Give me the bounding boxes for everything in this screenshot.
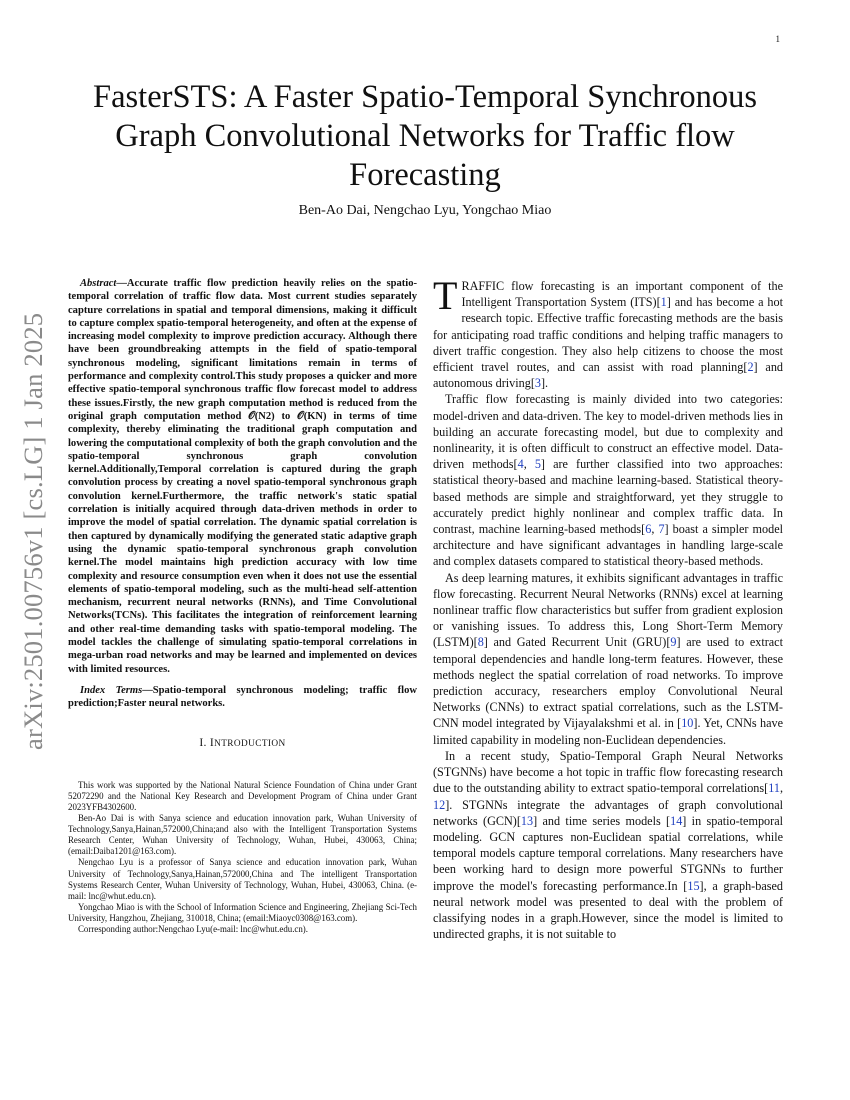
abstract-label: Abstract bbox=[80, 278, 117, 289]
index-terms bbox=[68, 684, 417, 711]
body-paragraph-3: As deep learning matures, it exhibits significant advantages in traffic flow forecasting. Recurrent Neural Networks (RNNs) excel at learning nonlinear traffic flow characteristics but suffer from gradient explosion or vanishing issues. To address this, Long Short-Term Memory (LSTM)[8] and Gated Recurrent Unit (GRU)[9] are used to extract temporal dependencies and handle long-term features. However, these methods neglect the spatial correlation of road networks. To improve prediction accuracy, researchers employ Convolutional Neural Networks (CNNs) to extract spatial correlations, such as the LSTM-CNN model integrated by Vijayalakshmi et al. in [10]. Yet, CNNs have limited capability in modeling non-Euclidean dependencies. bbox=[433, 570, 783, 747]
citation-link[interactable]: 5 bbox=[534, 457, 541, 472]
paper-title: FasterSTS: A Faster Spatio-Temporal Synchronous Graph Convolutional Networks for Traffic flow Forecasting bbox=[93, 79, 757, 193]
section-heading-introduction bbox=[68, 735, 417, 752]
section-title-initial: I bbox=[209, 735, 215, 749]
index-terms-label: Index Terms bbox=[80, 684, 143, 696]
abstract-text: —Accurate traffic flow prediction heavily relies on the spatio-temporal correlation of traffic flow data. Most current studies separately capture correlations in spatial and temporal dimensions, making it difficult to capture complex spatio-temporal heterogeneity, and often at the expense of increasing model complexity to improve prediction accuracy. Although there have been groundbreaking attempts in the field of spatio-temporal synchronous modeling, significant limitations remain in terms of performance and complexity control.This study proposes a quicker and more effective spatio-temporal synchronous traffic flow forecast model to address these issues.Firstly, the new graph computation method is reduced from the original graph computation method 𝒪(N2) to 𝒪(KN) in terms of time complexity, thereby eliminating the traditional graph computation and lowering the computational complexity of both the graph convolution and the spatio-temporal synchronous graph convolution kernel.Additionally,Temporal correlation is captured during the graph convolution process by creating a novel spatio-temporal synchronous graph convolution kernel.Furthermore, the traffic network's static spatial correlation is initially acquired through data-driven methods in order to improve the model of spatial correlation. The dynamic spatial correlation is then captured by dynamically modifying the generated static adaptive graph using the dynamic spatio-temporal synchronous graph convolution kernel.The model maintains high prediction accuracy with low time complexity and resource consumption even when it does not use the essential elements of spatio-temporal modeling, such as the multi-head self-attention mechanism, recurrent neural networks (RNNs), and Time Convolutional Networks(TCNs). This facilitates the integration of reinforcement learning and other real-time demanding tasks with spatio-temporal modeling. The model tackles the challenge of simulating spatio-temporal correlations in mega-urban road networks and may be learned and implemented on devices with limited resources. bbox=[68, 278, 417, 675]
section-title-rest: NTRODUCTION bbox=[214, 738, 286, 749]
right-column bbox=[433, 273, 784, 942]
drop-cap: T bbox=[433, 273, 458, 318]
body-paragraph-1: TRAFFIC flow forecasting is an important component of the Intelligent Transportation System (ITS)[1] and has become a hot research topic. Effective traffic forecasting methods are the basis for anticipating road traffic conditions and helping traffic managers to divert traffic congestion. They also help citizens to choose the most efficient travel routes, and can assist with road planning[2] and autonomous driving[3]. bbox=[433, 273, 784, 391]
page-number: 1 bbox=[775, 34, 780, 44]
citation-link[interactable]: 15 bbox=[687, 878, 700, 893]
citation-link[interactable]: 8 bbox=[477, 635, 484, 650]
citation-link[interactable]: 4 bbox=[517, 457, 524, 472]
index-terms-text: —Spatio-temporal synchronous modeling; traffic flow prediction;Faster neural networks. bbox=[68, 684, 418, 710]
body-paragraph-2: Traffic flow forecasting is mainly divided into two categories: model-driven and data-driven. The key to model-driven methods lies in building an accurate forecasting model, but due to complexity and nonlinearity, it is often difficult to construct an effective model. Data-driven methods[4, 5] are further classified into two approaches: statistical theory-based and machine learning-based. Statistical theory-based methods are simple and straightforward, yet they struggle to accurately predict highly nonlinear and complex traffic data. In contrast, machine learning-based methods[6, 7] boast a simpler model architecture and have significant advantages in handling large-scale and complex datasets compared to statistical theory-based methods. bbox=[433, 392, 784, 569]
abstract bbox=[68, 277, 417, 676]
body-paragraph-4: In a recent study, Spatio-Temporal Graph Neural Networks (STGNNs) have become a hot topic in traffic flow forecasting research due to the outstanding ability to extract spatio-temporal correlations[11, 12]. STGNNs integrate the advantages of graph convolutional networks (GCN)[13] and time series models [14] in spatio-temporal modeling. GCN captures non-Euclidean spatial correlations, while temporal models capture temporal correlations. Many researchers have been working hard to design more powerful STGNNs to further improve the model's forecasting performance.In [15], a graph-based neural network model was presented to deal with the problem of classifying nodes in a graph.However, since the model is limited to undirected graphs, it is not suitable to bbox=[433, 748, 783, 942]
footnote-author-lyu: Nengchao Lyu is a professor of Sanya science and education innovation park, Wuhan University of Technology,Sanya,Hainan,572000,China and The intelligent Transportation Systems Research Center, Wuhan University of Technology, Wuhan, Hubei, 430063, China. (e-mail: lnc@whut.edu.cn). bbox=[68, 857, 417, 901]
left-column bbox=[68, 277, 417, 935]
citation-link[interactable]: 11 bbox=[768, 781, 780, 796]
citation-link[interactable]: 1 bbox=[660, 295, 667, 310]
footnote-author-dai: Ben-Ao Dai is with Sanya science and education innovation park, Wuhan University of Technology,Sanya,Hainan,572000,China;and also with the Intelligent Transportation Systems Research Center, Wuhan University of Technology, Wuhan, Hubei, 430063, China; (email:Daiba1201@163.com). bbox=[68, 813, 417, 857]
citation-link[interactable]: 7 bbox=[658, 522, 665, 537]
footnote-funding: This work was supported by the National Natural Science Foundation of China under Grant 52072290 and the National Key Research and Development Program of China under Grant 2023YFB4302600. bbox=[68, 779, 417, 812]
arxiv-identifier-text: arXiv:2501.00756v1 [cs.LG] 1 Jan 2025 bbox=[18, 312, 48, 750]
section-number: I. bbox=[199, 735, 207, 749]
authors-line: Ben-Ao Dai, Nengchao Lyu, Yongchao Miao bbox=[298, 203, 552, 218]
citation-link[interactable]: 12 bbox=[433, 797, 446, 812]
citation-link[interactable]: 3 bbox=[534, 376, 541, 391]
footnote-author-miao: Yongchao Miao is with the School of Information Science and Engineering, Zhejiang Sci-Tech University, Hangzhou, Zhejiang, 310018, China; (email:Miaoyc0308@163.com). bbox=[68, 901, 417, 923]
footnote-corresponding-author: Corresponding author:Nengchao Lyu(e-mail: lnc@whut.edu.cn). bbox=[78, 924, 308, 935]
citation-link[interactable]: 6 bbox=[645, 522, 652, 537]
citation-link[interactable]: 9 bbox=[670, 635, 677, 650]
citation-link[interactable]: 2 bbox=[747, 360, 754, 375]
citation-link[interactable]: 13 bbox=[520, 813, 534, 828]
citation-link[interactable]: 14 bbox=[670, 813, 683, 828]
citation-link[interactable]: 10 bbox=[681, 716, 694, 731]
footnotes bbox=[68, 780, 417, 935]
